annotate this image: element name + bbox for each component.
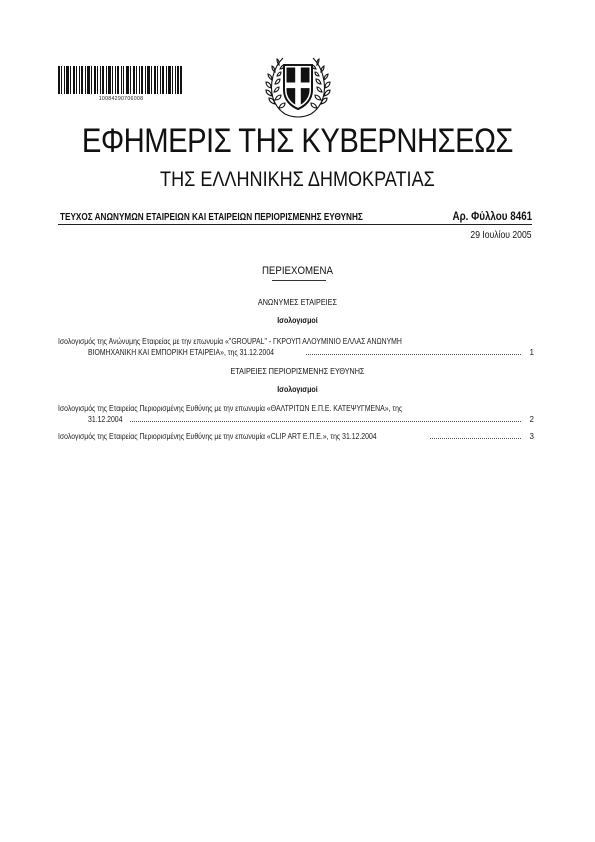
toc-entry-line: Ισολογισμός της Ανώνυμης Εταιρείας με την επωνυμία «"GROUPAL" - ΓΚΡΟΥΠ ΑΛΟΥΜΙΝΙΟ ΕΛΛΑΣ ΑΝΩΝΥΜΗ: [58, 337, 402, 346]
issue-date: 29 Ιουλίου 2005: [470, 229, 532, 241]
greek-coat-of-arms-icon: [263, 52, 333, 120]
issue-type: ΤΕΥΧΟΣ ΑΝΩΝΥΜΩΝ ΕΤΑΙΡΕΙΩΝ ΚΑΙ ΕΤΑΙΡΕΙΩΝ ΠΕΡΙΟΡΙΣΜΕΝΗΣ ΕΥΘΥΝΗΣ: [60, 211, 363, 223]
toc-entry[interactable]: [58, 431, 534, 442]
page-number: 3: [529, 432, 534, 441]
section-subtitle: Ισολογισμοί: [277, 316, 318, 325]
toc-heading-underline: [272, 280, 326, 281]
header-divider: [58, 224, 532, 225]
section-title: ΑΝΩΝΥΜΕΣ ΕΤΑΙΡΕΙΕΣ: [257, 297, 337, 307]
toc-entry[interactable]: [58, 336, 534, 358]
page-number: 1: [529, 348, 534, 357]
toc-heading: ΠΕΡΙΕΧΟΜΕΝΑ: [261, 265, 333, 277]
toc-entry-line: Ισολογισμός της Εταιρείας Περιορισμένης Ευθύνης με την επωνυμία «ΘΑΛΤΡΙΤΩΝ Ε.Π.Ε. ΚΑΤΕΨΥΓΜΕΝΑ», της: [58, 404, 403, 413]
gazette-subtitle: ΤΗΣ ΕΛΛΗΝΙΚΗΣ ΔΗΜΟΚΡΑΤΙΑΣ: [160, 168, 435, 191]
toc-entry-line: ΒΙΟΜΗΧΑΝΙΚΗ ΚΑΙ ΕΜΠΟΡΙΚΗ ΕΤΑΙΡΕΙΑ», της 31.12.2004 1: [88, 348, 534, 357]
barcode-number: 10084290706008: [98, 96, 144, 102]
toc-entry-line: Ισολογισμός της Εταιρείας Περιορισμένης Ευθύνης με την επωνυμία «CLIP ART Ε.Π.Ε.», της 31.12.2004 3: [58, 432, 534, 441]
barcode: [58, 66, 182, 94]
page-number: 2: [529, 415, 534, 424]
section-subtitle: Ισολογισμοί: [277, 385, 318, 394]
section-title: ΕΤΑΙΡΕΙΕΣ ΠΕΡΙΟΡΙΣΜΕΝΗΣ ΕΥΘΥΝΗΣ: [230, 366, 365, 376]
dot-leader: [430, 432, 521, 439]
gazette-title: ΕΦΗΜΕΡΙΣ ΤΗΣ ΚΥΒΕΡΝΗΣΕΩΣ: [81, 122, 514, 160]
toc-entry[interactable]: [58, 403, 534, 425]
dot-leader: [130, 415, 521, 422]
dot-leader: [306, 348, 521, 355]
sheet-number: Αρ. Φύλλου 8461: [452, 209, 532, 223]
toc-entry-line: 31.12.2004 2: [88, 415, 534, 424]
